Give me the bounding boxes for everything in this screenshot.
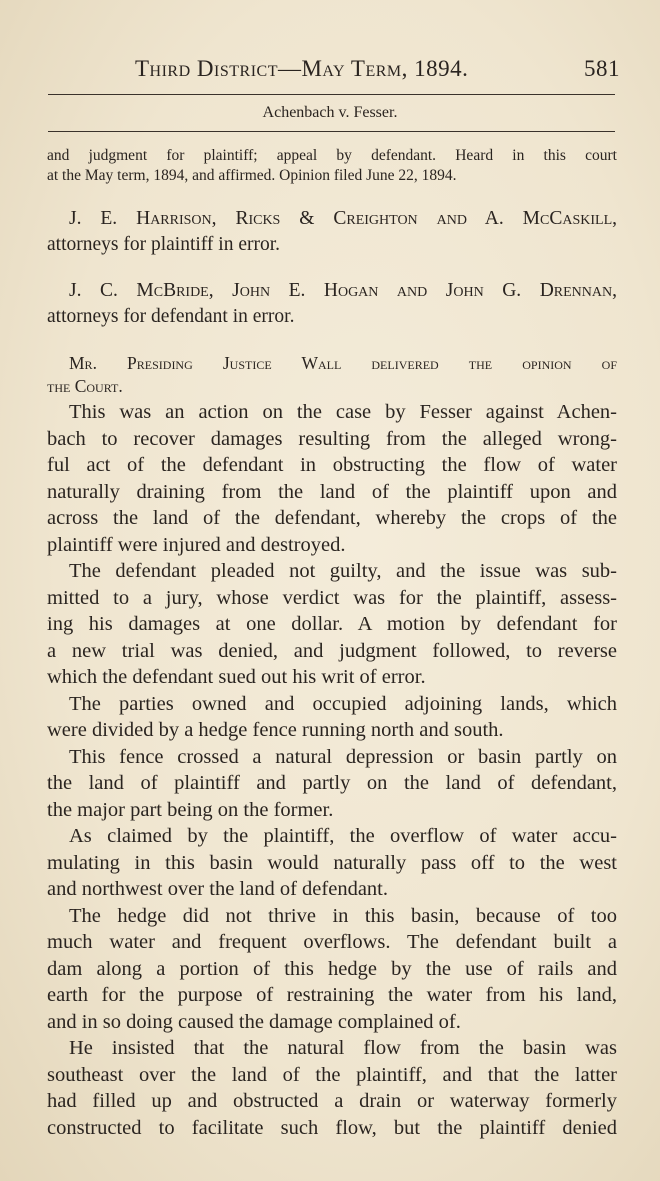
text-line: much water and frequent overflows. The defendant built a (47, 931, 617, 953)
text-line: a new trial was denied, and judgment followed, to reverse (47, 639, 617, 662)
text-line: J. E. Harrison, Ricks & Creighton and A. McCaskill, (69, 208, 617, 229)
header-rule (48, 94, 615, 95)
text-line: attorneys for defendant in error. (47, 306, 295, 327)
text-line: As claimed by the plaintiff, the overflow of water accu- (69, 825, 617, 847)
text-line: This fence crossed a natural depression or basin partly on (69, 745, 617, 768)
text-line: and judgment for plaintiff; appeal by defendant. Heard in this court (47, 147, 617, 164)
page-number: 581 (584, 56, 620, 81)
text-line: the major part being on the former. (47, 798, 334, 821)
text-line: mulating in this basin would naturally pass off to the west (47, 851, 617, 874)
text-line: mitted to a jury, whose verdict was for the plaintiff, assess- (47, 586, 617, 609)
text-line: Mr. Presiding Justice Wall delivered the opinion of (69, 353, 617, 373)
intro-paragraph (47, 146, 617, 186)
text-line: The hedge did not thrive in this basin, because of too (69, 904, 617, 927)
opinion-body (47, 399, 617, 1141)
text-line: and in so doing caused the damage complained of. (47, 1010, 461, 1033)
case-title-rule (48, 131, 615, 132)
text-line: The defendant pleaded not guilty, and the issue was sub- (69, 560, 617, 582)
text-line: plaintiff were injured and destroyed. (47, 533, 346, 556)
text-line: This was an action on the case by Fesser against Achen- (69, 401, 617, 423)
defendant-attorneys (47, 278, 617, 330)
text-line: at the May term, 1894, and affirmed. Opinion filed June 22, 1894. (47, 167, 457, 184)
text-line: had filled up and obstructed a drain or waterway formerly (47, 1090, 617, 1112)
plaintiff-attorneys (47, 206, 617, 258)
running-title: Third District—May Term, 1894. (135, 56, 469, 81)
text-line: earth for the purpose of restraining the water from his land, (47, 984, 617, 1006)
text-line: ing his damages at one dollar. A motion by defendant for (47, 613, 617, 635)
text-line: across the land of the defendant, whereby the crops of the (47, 507, 617, 529)
text-line: ful act of the defendant in obstructing the flow of water (47, 454, 617, 476)
text-line: dam along a portion of this hedge by the use of rails and (47, 957, 617, 980)
opinion-heading (47, 350, 617, 396)
text-line: were divided by a hedge fence running north and south. (47, 719, 504, 741)
text-line: He insisted that the natural flow from the basin was (69, 1037, 617, 1059)
text-line: naturally draining from the land of the plaintiff upon and (47, 480, 617, 503)
text-line: attorneys for plaintiff in error. (47, 234, 281, 255)
case-title: Achenbach v. Fesser. (262, 104, 398, 121)
text-line: J. C. McBride, John E. Hogan and John G. Drennan, (69, 280, 617, 301)
text-line: The parties owned and occupied adjoining lands, which (69, 692, 617, 715)
text-line: southeast over the land of the plaintiff, and that the latter (47, 1063, 617, 1086)
text-line: which the defendant sued out his writ of error. (47, 666, 426, 688)
running-header (135, 56, 620, 82)
text-line: the land of plaintiff and partly on the land of defendant, (47, 772, 617, 794)
text-line: bach to recover damages resulting from the alleged wrong- (47, 427, 617, 450)
text-line: constructed to facilitate such flow, but the plaintiff denied (47, 1116, 617, 1139)
text-line: the Court. (47, 376, 123, 396)
text-line: and northwest over the land of defendant. (47, 878, 388, 900)
